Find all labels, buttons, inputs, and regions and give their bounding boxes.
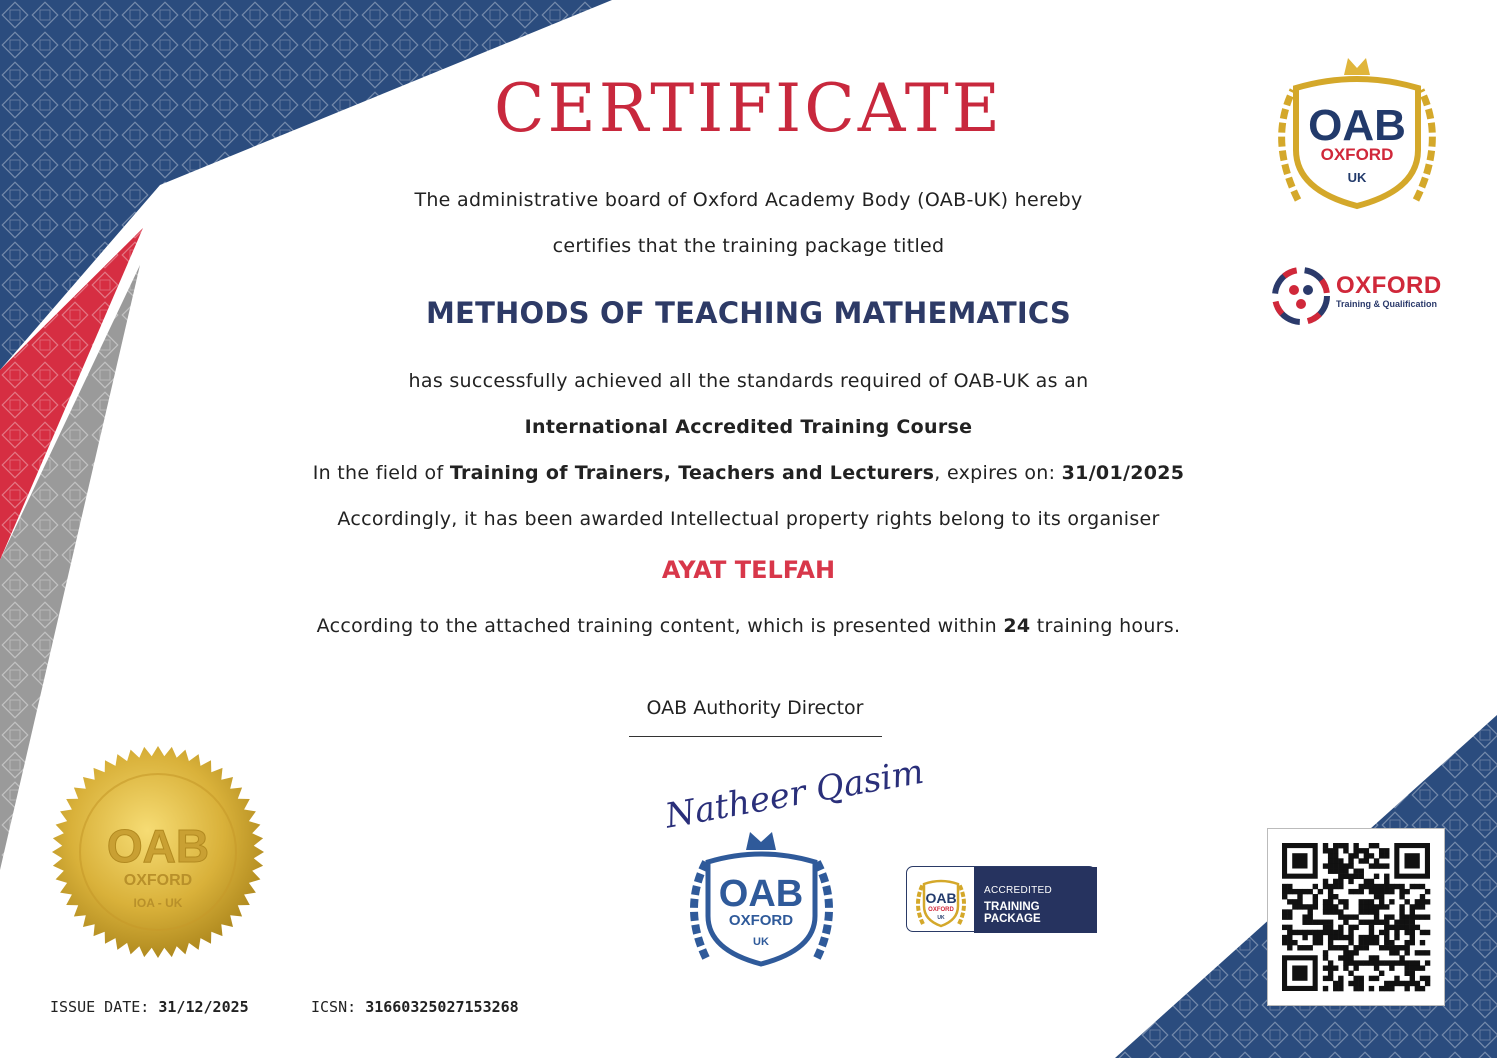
- crest-uk-text: UK: [1347, 170, 1367, 185]
- blue-crest-oab-text: OAB: [718, 873, 804, 915]
- hours-suffix: training hours.: [1030, 615, 1181, 637]
- icsn-number: 31660325027153268: [365, 998, 519, 1016]
- accredited-badge: [906, 866, 1096, 932]
- oxford-training-logo: [1270, 266, 1450, 326]
- issue-date-label: ISSUE DATE:: [50, 998, 150, 1016]
- accredited-badge-panel: [974, 867, 1097, 933]
- hours-prefix: According to the attached training content, which is presented within: [316, 615, 1004, 637]
- oxford-wordmark: OXFORD: [1336, 272, 1442, 299]
- training-hours: 24: [1003, 615, 1031, 637]
- standards-line: has successfully achieved all the standards required of OAB-UK as an: [408, 370, 1089, 392]
- issue-date-block: [50, 998, 249, 1016]
- seal-oxford-text: OXFORD: [123, 872, 193, 889]
- icsn-label: ICSN:: [311, 998, 357, 1016]
- crest-oab-text: OAB: [1308, 101, 1406, 150]
- field-prefix: In the field of: [312, 462, 450, 484]
- signature-text: Natheer Qasim: [662, 751, 927, 837]
- recipient-name: AYAT TELFAH: [661, 556, 836, 584]
- seal-oab-text: OAB: [106, 820, 210, 872]
- oxford-subtitle: Training & Qualification: [1336, 299, 1438, 309]
- oxford-people-icon: [1270, 266, 1332, 326]
- field-line: [240, 462, 1257, 484]
- accreditation-line: International Accredited Training Course: [524, 416, 973, 438]
- seal-uk-text: IOA - UK: [133, 896, 183, 910]
- blue-crest-oxford-text: OXFORD: [728, 912, 794, 929]
- signature-image: [660, 751, 927, 837]
- crest-oxford-text: OXFORD: [1320, 145, 1394, 164]
- expires-prefix: , expires on:: [934, 462, 1062, 484]
- icsn-block: [311, 998, 519, 1016]
- issue-date: 31/12/2025: [158, 998, 249, 1016]
- certificate-title: CERTIFICATE: [494, 70, 1003, 147]
- rights-line: Accordingly, it has been awarded Intellectual property rights belong to its organiser: [337, 508, 1160, 530]
- signature-line: [629, 736, 882, 737]
- blue-crest-uk-text: UK: [753, 936, 769, 948]
- expiry-date: 31/01/2025: [1061, 462, 1185, 484]
- qr-code-icon: [1268, 829, 1444, 1005]
- accredited-label: ACCREDITED: [984, 885, 1053, 896]
- svg-text:OAB: OAB: [925, 890, 957, 906]
- oab-crest-gold-icon: [1268, 50, 1446, 210]
- qr-code[interactable]: [1267, 828, 1445, 1006]
- svg-text:UK: UK: [937, 915, 945, 921]
- intro-line-1: The administrative board of Oxford Academy Body (OAB-UK) hereby: [414, 189, 1083, 211]
- hours-line: [240, 615, 1257, 637]
- svg-text:OXFORD: OXFORD: [928, 907, 954, 913]
- intro-line-2: certifies that the training package titled: [552, 235, 945, 257]
- gold-seal-icon: [48, 742, 268, 962]
- accredited-badge-crest-icon: [911, 870, 971, 928]
- field-value: Training of Trainers, Teachers and Lecturers: [449, 462, 935, 484]
- training-package-label: TRAINING PACKAGE: [984, 901, 1041, 925]
- oab-crest-blue-icon: [684, 828, 839, 968]
- director-title: OAB Authority Director: [646, 697, 864, 719]
- course-title: METHODS OF TEACHING MATHEMATICS: [426, 296, 1071, 330]
